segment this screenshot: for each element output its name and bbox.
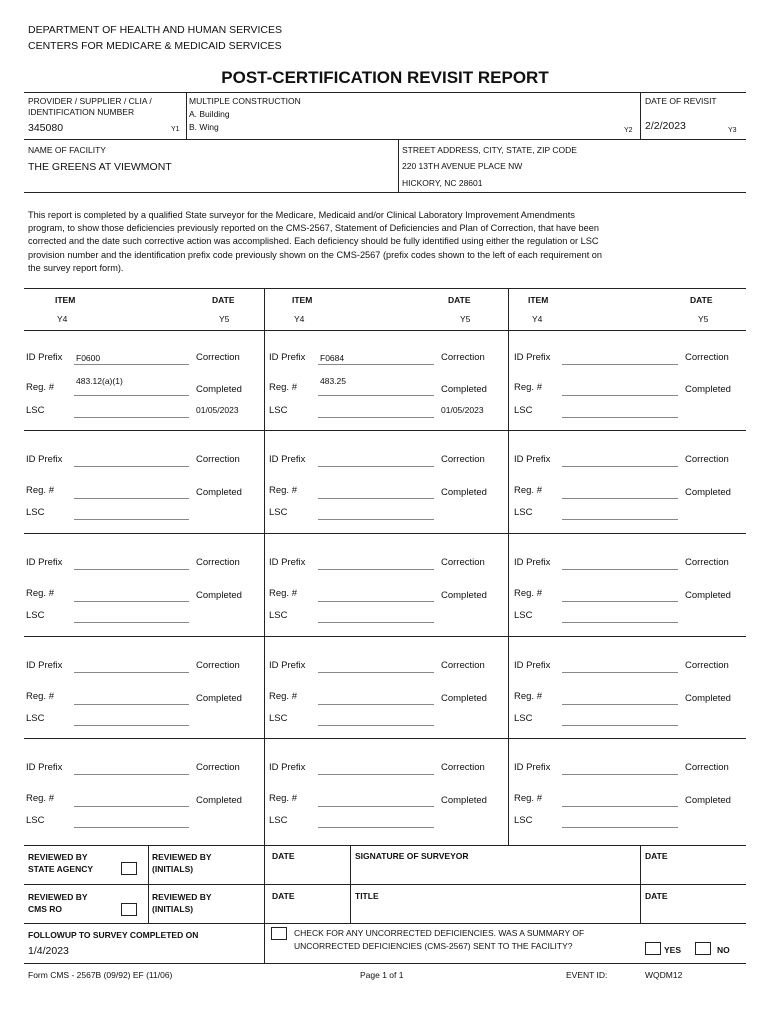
id-prefix-label: ID Prefix [26, 660, 63, 671]
reg-field[interactable] [74, 601, 189, 602]
lsc-label: LSC [269, 507, 288, 518]
reviewed-by-initials-label-2: REVIEWED BY (INITIALS) [152, 892, 212, 914]
completed-label: Completed [196, 693, 242, 704]
reg-label: Reg. # [26, 382, 54, 393]
no-label: NO [717, 945, 730, 955]
reviewed-by-cms-ro-label: REVIEWED BY CMS RO [28, 892, 88, 914]
instructions-paragraph [28, 209, 602, 275]
completed-label: Completed [441, 487, 487, 498]
no-checkbox[interactable] [695, 942, 711, 955]
lsc-field[interactable] [562, 725, 678, 726]
reg-field[interactable] [318, 498, 434, 499]
lsc-field[interactable] [318, 519, 434, 520]
reg-label: Reg. # [514, 588, 542, 599]
reg-field[interactable] [318, 806, 434, 807]
lsc-label: LSC [26, 713, 45, 724]
y1-code: Y1 [171, 126, 180, 133]
y2-code: Y2 [624, 127, 633, 134]
lsc-field[interactable] [74, 622, 189, 623]
lsc-field[interactable] [74, 725, 189, 726]
yes-checkbox[interactable] [645, 942, 661, 955]
address-label: STREET ADDRESS, CITY, STATE, ZIP CODE [402, 145, 577, 155]
id-prefix-field[interactable] [74, 466, 189, 467]
correction-label: Correction [685, 454, 729, 465]
lsc-label: LSC [514, 507, 533, 518]
lsc-field[interactable] [318, 417, 434, 418]
date-header-2: DATE [448, 295, 471, 305]
reg-field[interactable] [318, 704, 434, 705]
reg-field[interactable] [74, 498, 189, 499]
completed-label: Completed [196, 795, 242, 806]
correction-label: Correction [196, 660, 240, 671]
id-prefix-field[interactable] [562, 672, 678, 673]
check-text-line-1: CHECK FOR ANY UNCORRECTED DEFICIENCIES. WAS A SUMMARY OF [294, 928, 585, 938]
date-header-3: DATE [690, 295, 713, 305]
id-prefix-label: ID Prefix [269, 557, 306, 568]
y5-code-1: Y5 [219, 314, 230, 324]
id-prefix-field[interactable] [562, 466, 678, 467]
entry-2-reg[interactable]: 483.25 [320, 376, 346, 386]
completed-label: Completed [685, 384, 731, 395]
form-number: Form CMS - 2567B (09/92) EF (11/06) [28, 970, 173, 980]
completed-label: Completed [196, 487, 242, 498]
reg-label: Reg. # [514, 382, 542, 393]
reg-label: Reg. # [269, 588, 297, 599]
lsc-field[interactable] [318, 725, 434, 726]
followup-value[interactable]: 1/4/2023 [28, 945, 69, 957]
lsc-label: LSC [269, 610, 288, 621]
correction-label: Correction [441, 660, 485, 671]
id-prefix-label: ID Prefix [26, 557, 63, 568]
id-prefix-label: ID Prefix [269, 352, 306, 363]
instructions-line: corrected and the date such corrective action was accomplished. Each deficiency should be fully identified using either the regulation or LSC [28, 236, 599, 247]
id-prefix-field[interactable] [562, 569, 678, 570]
check-text-line-2: UNCORRECTED DEFICIENCIES (CMS-2567) SENT TO THE FACILITY? [294, 941, 573, 951]
lsc-field[interactable] [562, 827, 678, 828]
event-id-label: EVENT ID: [566, 970, 608, 980]
agency-line-2: CENTERS FOR MEDICARE & MEDICAID SERVICES [28, 40, 282, 52]
cms-ro-checkbox[interactable] [121, 903, 137, 916]
id-prefix-field[interactable] [74, 569, 189, 570]
completed-label: Completed [685, 487, 731, 498]
correction-label: Correction [196, 454, 240, 465]
multiple-construction-label: MULTIPLE CONSTRUCTION [189, 96, 301, 106]
entry-1-prefix[interactable]: F0600 [76, 353, 101, 363]
lsc-field[interactable] [74, 519, 189, 520]
completed-label: Completed [685, 590, 731, 601]
entry-2-prefix[interactable]: F0684 [320, 353, 345, 363]
id-prefix-label: ID Prefix [514, 762, 551, 773]
reviewed-by-state-agency-label: REVIEWED BY STATE AGENCY [28, 852, 94, 874]
y4-code-1: Y4 [57, 314, 68, 324]
completed-label: Completed [685, 693, 731, 704]
facility-name-value[interactable]: THE GREENS AT VIEWMONT [28, 161, 172, 173]
id-prefix-field[interactable] [318, 364, 434, 365]
lsc-field[interactable] [74, 827, 189, 828]
reg-field[interactable] [318, 601, 434, 602]
correction-label: Correction [441, 762, 485, 773]
form-title: POST-CERTIFICATION REVISIT REPORT [221, 68, 549, 87]
lsc-field[interactable] [74, 417, 189, 418]
id-prefix-field[interactable] [74, 672, 189, 673]
reg-label: Reg. # [26, 691, 54, 702]
y3-code: Y3 [728, 127, 737, 134]
item-header-3: ITEM [528, 295, 549, 305]
id-prefix-label: ID Prefix [269, 660, 306, 671]
wing-label: B. Wing [189, 122, 219, 132]
date-label-2: DATE [645, 851, 668, 861]
reg-label: Reg. # [269, 382, 297, 393]
lsc-label: LSC [269, 405, 288, 416]
reg-label: Reg. # [514, 485, 542, 496]
title-label: TITLE [355, 891, 379, 901]
date-label-4: DATE [645, 891, 668, 901]
lsc-label: LSC [514, 815, 533, 826]
provider-id-value[interactable]: 345080 [28, 122, 64, 134]
correction-label: Correction [441, 557, 485, 568]
reg-field[interactable] [74, 395, 189, 396]
reg-label: Reg. # [514, 691, 542, 702]
date-label-1: DATE [272, 851, 295, 861]
id-prefix-label: ID Prefix [514, 660, 551, 671]
lsc-field[interactable] [318, 827, 434, 828]
instructions-line: the survey report form). [28, 262, 124, 273]
id-prefix-field[interactable] [562, 774, 678, 775]
id-prefix-field[interactable] [74, 774, 189, 775]
address-line-1[interactable]: 220 13TH AVENUE PLACE NW [402, 161, 523, 171]
instructions-line: program, to show those deficiencies previously reported on the CMS-2567, Statement of Deficiencies and Plan of Correction, that have been [28, 223, 599, 234]
date-label-3: DATE [272, 891, 295, 901]
correction-label: Correction [196, 762, 240, 773]
reg-label: Reg. # [26, 793, 54, 804]
event-id-value[interactable]: WQDM12 [645, 970, 683, 980]
id-prefix-label: ID Prefix [514, 557, 551, 568]
lsc-label: LSC [26, 610, 45, 621]
completed-label: Completed [196, 384, 242, 395]
lsc-field[interactable] [562, 417, 678, 418]
entry-2-date[interactable]: 01/05/2023 [441, 405, 484, 415]
lsc-label: LSC [269, 815, 288, 826]
completed-label: Completed [441, 795, 487, 806]
reg-label: Reg. # [26, 485, 54, 496]
lsc-field[interactable] [562, 519, 678, 520]
id-prefix-field[interactable] [318, 466, 434, 467]
correction-label: Correction [196, 557, 240, 568]
lsc-label: LSC [514, 610, 533, 621]
entry-1-date[interactable]: 01/05/2023 [196, 405, 239, 415]
yes-label: YES [664, 945, 682, 955]
instructions-line: provision number and the identification prefix code previously shown on the CMS-2567 (prefix codes shown to the left of each requirement on [28, 249, 603, 260]
correction-label: Correction [685, 660, 729, 671]
id-prefix-field[interactable] [74, 364, 189, 365]
reg-field[interactable] [562, 601, 678, 602]
reg-label: Reg. # [269, 485, 297, 496]
instructions-line: This report is completed by a qualified State surveyor for the Medicare, Medicaid and/or Clinical Laboratory Improvement Amendments [28, 210, 575, 220]
lsc-label: LSC [26, 507, 45, 518]
address-line-2[interactable]: HICKORY, NC 28601 [402, 178, 483, 188]
lsc-field[interactable] [562, 622, 678, 623]
id-prefix-label: ID Prefix [514, 454, 551, 465]
date-of-revisit-value[interactable]: 2/2/2023 [645, 120, 686, 132]
completed-label: Completed [685, 795, 731, 806]
reg-label: Reg. # [26, 588, 54, 599]
state-agency-checkbox[interactable] [121, 862, 137, 875]
correction-label: Correction [685, 352, 729, 363]
lsc-field[interactable] [318, 622, 434, 623]
correction-label: Correction [685, 557, 729, 568]
reg-field[interactable] [562, 498, 678, 499]
reg-field[interactable] [562, 806, 678, 807]
completed-label: Completed [196, 590, 242, 601]
completed-label: Completed [441, 693, 487, 704]
correction-label: Correction [196, 352, 240, 363]
signature-label: SIGNATURE OF SURVEYOR [355, 851, 469, 861]
reg-field[interactable] [562, 395, 678, 396]
building-label: A. Building [189, 109, 230, 119]
completed-label: Completed [441, 590, 487, 601]
y4-code-3: Y4 [532, 314, 543, 324]
y5-code-3: Y5 [698, 314, 709, 324]
date-of-revisit-label: DATE OF REVISIT [645, 96, 717, 106]
reg-label: Reg. # [269, 793, 297, 804]
lsc-label: LSC [26, 405, 45, 416]
reg-field[interactable] [318, 395, 434, 396]
page-number: Page 1 of 1 [360, 970, 404, 980]
followup-label: FOLLOWUP TO SURVEY COMPLETED ON [28, 930, 199, 940]
id-prefix-label: ID Prefix [269, 762, 306, 773]
y4-code-2: Y4 [294, 314, 305, 324]
id-prefix-field[interactable] [318, 569, 434, 570]
lsc-label: LSC [514, 713, 533, 724]
lsc-label: LSC [269, 713, 288, 724]
agency-line-1: DEPARTMENT OF HEALTH AND HUMAN SERVICES [28, 24, 282, 36]
provider-id-label: PROVIDER / SUPPLIER / CLIA / IDENTIFICATION NUMBER [28, 96, 152, 117]
y5-code-2: Y5 [460, 314, 471, 324]
reg-field[interactable] [74, 704, 189, 705]
reg-label: Reg. # [269, 691, 297, 702]
reg-field[interactable] [74, 806, 189, 807]
correction-label: Correction [441, 352, 485, 363]
id-prefix-label: ID Prefix [269, 454, 306, 465]
uncorrected-checkbox[interactable] [271, 927, 287, 940]
item-header-2: ITEM [292, 295, 313, 305]
reg-label: Reg. # [514, 793, 542, 804]
date-header-1: DATE [212, 295, 235, 305]
id-prefix-field[interactable] [318, 774, 434, 775]
correction-label: Correction [685, 762, 729, 773]
item-header-1: ITEM [55, 295, 76, 305]
entry-1-reg[interactable]: 483.12(a)(1) [76, 376, 123, 386]
id-prefix-label: ID Prefix [26, 352, 63, 363]
lsc-label: LSC [514, 405, 533, 416]
id-prefix-label: ID Prefix [26, 762, 63, 773]
reg-field[interactable] [562, 704, 678, 705]
lsc-label: LSC [26, 815, 45, 826]
reviewed-by-initials-label-1: REVIEWED BY (INITIALS) [152, 852, 212, 874]
completed-label: Completed [441, 384, 487, 395]
facility-name-label: NAME OF FACILITY [28, 145, 106, 155]
correction-label: Correction [441, 454, 485, 465]
id-prefix-field[interactable] [562, 364, 678, 365]
id-prefix-label: ID Prefix [514, 352, 551, 363]
id-prefix-label: ID Prefix [26, 454, 63, 465]
id-prefix-field[interactable] [318, 672, 434, 673]
